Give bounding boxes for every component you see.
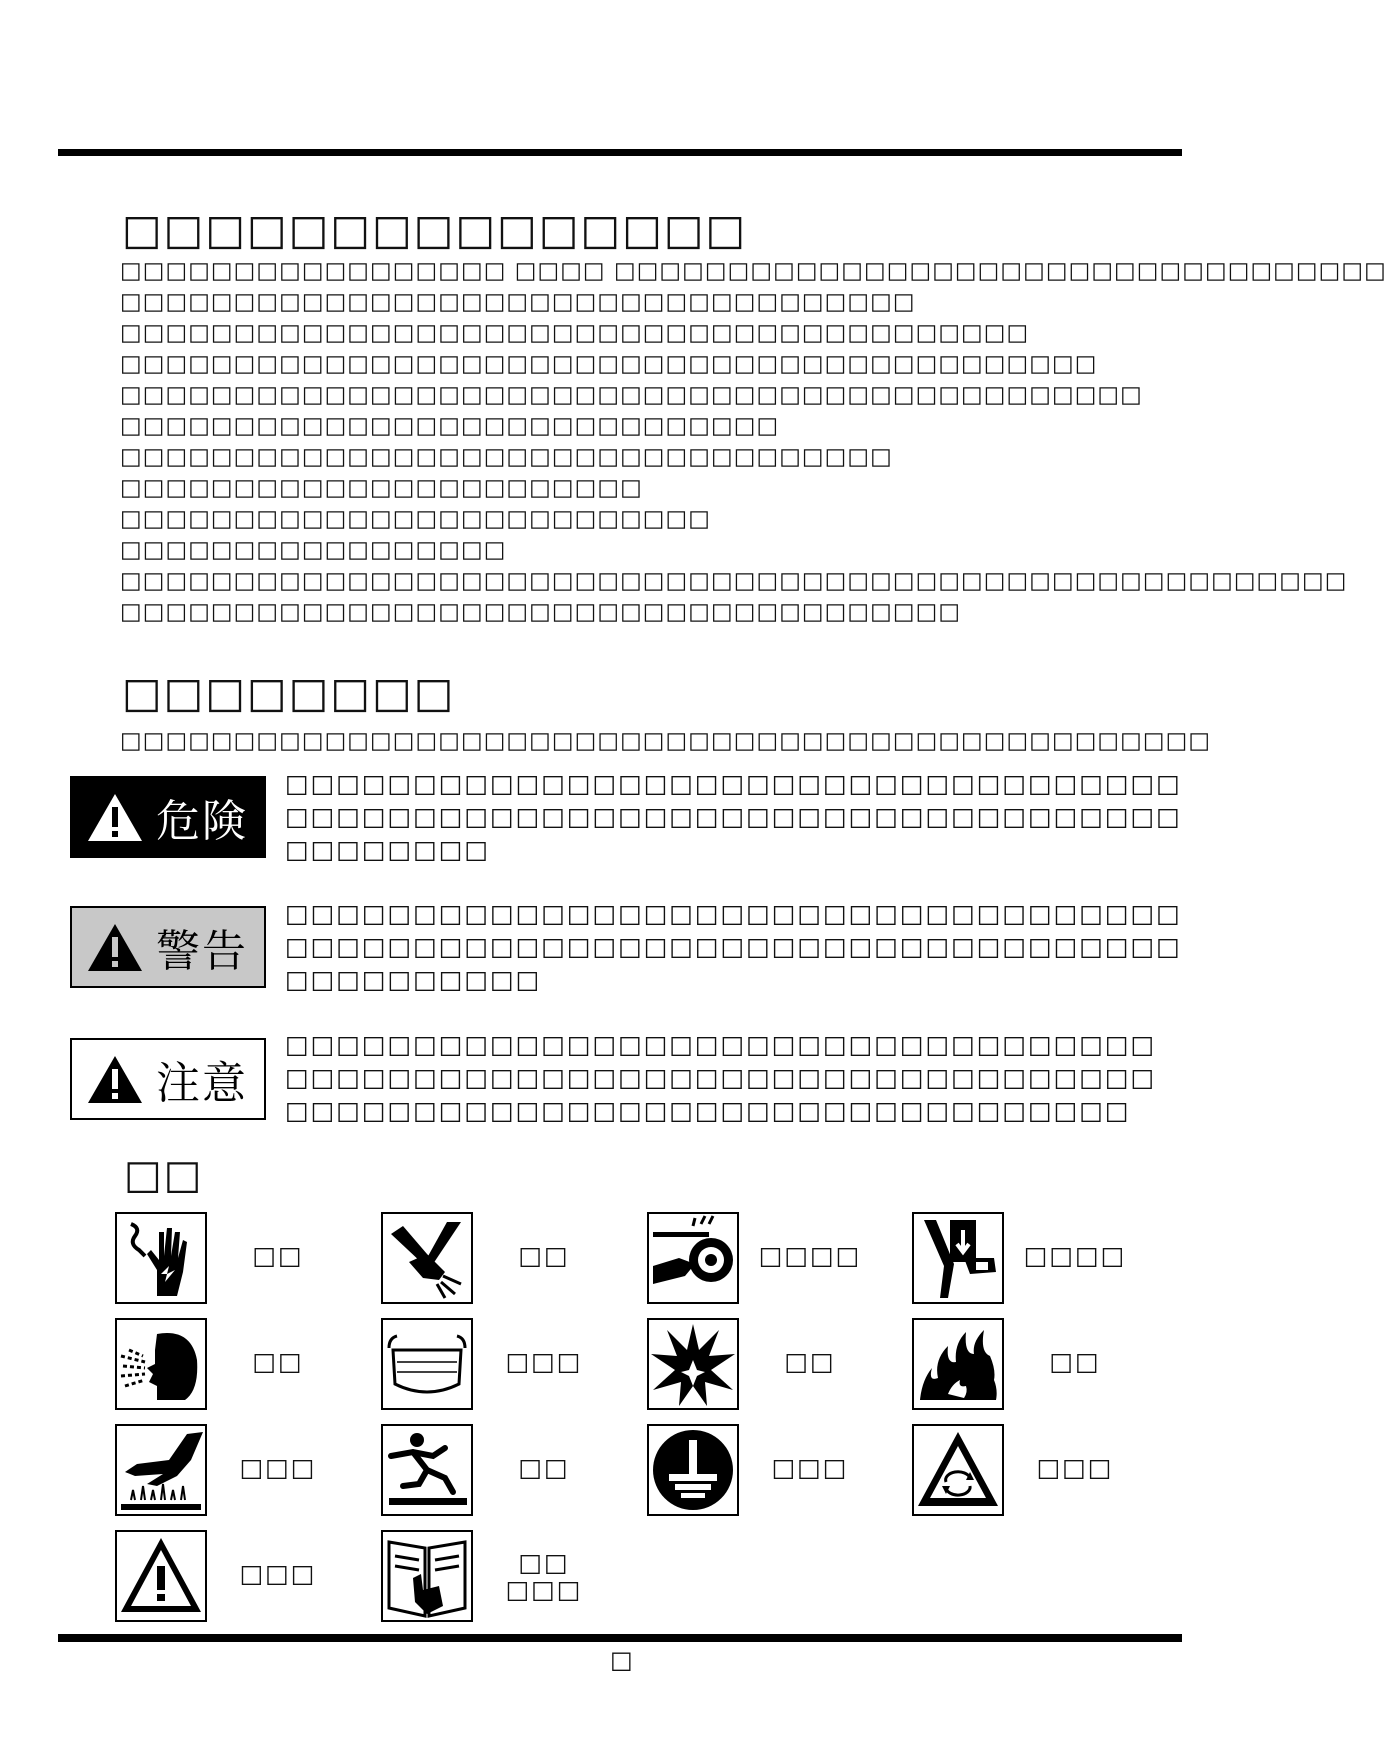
top-rule	[58, 149, 1182, 156]
caution-signal-panel	[70, 1038, 266, 1120]
warning-line: □□□□□□□□□□	[285, 965, 542, 994]
caution-line: □□□□□□□□□□□□□□□□□□□□□□□□□□□□□□□□□	[285, 1096, 1131, 1125]
symbol-label: □□□	[239, 1559, 317, 1588]
symbol-label: □□□	[239, 1453, 317, 1482]
danger-signal-panel	[70, 776, 266, 858]
caution-description	[285, 1028, 1157, 1127]
symbol-label: □□□□	[758, 1241, 862, 1270]
danger-line: □□□□□□□□□□□□□□□□□□□□□□□□□□□□□□□□□□□	[285, 802, 1182, 831]
intro-line: □□□□□□□□□□□□□□□□□□□□□□□	[120, 475, 643, 501]
intro-line: □□□□□□□□□□□□□□□□□□□□□□□□□□□□□□□□□□□□□□□□□□□	[120, 351, 1098, 377]
ground-icon	[647, 1424, 739, 1516]
danger-line: □□□□□□□□	[285, 835, 490, 864]
warning-signal-panel	[70, 906, 266, 988]
symbol-label: □□	[518, 1548, 570, 1577]
symbol-label: □□	[518, 1453, 570, 1482]
intro-line: □□□□□□□□□□□□□□□□□□□□□□□□□□□□□	[120, 413, 780, 439]
symbol-label-line2: □□□	[505, 1575, 583, 1604]
crush-hazard-icon	[912, 1212, 1004, 1304]
caution-line: □□□□□□□□□□□□□□□□□□□□□□□□□□□□□□□□□□	[285, 1030, 1157, 1059]
symbol-label: □□	[252, 1241, 304, 1270]
electric-shock-icon	[115, 1212, 207, 1304]
bottom-rule	[58, 1634, 1182, 1642]
warning-description	[285, 897, 1182, 996]
section-title-1: □□□□□□□□□□□□□□□	[122, 205, 748, 254]
intro-line: □□□□□□□□□□□□□□□□□□□□□□□□□□	[120, 506, 712, 532]
warning-triangle-icon	[86, 1053, 144, 1105]
symbol-label: □□	[784, 1347, 836, 1376]
inhalation-icon	[115, 1318, 207, 1410]
intro-line: □□□□□□□□□□□□□□□□□	[120, 537, 507, 563]
caution-signal-word: 注意	[156, 1058, 248, 1109]
signal-lead-text: □□□□□□□□□□□□□□□□□□□□□□□□□□□□□□□□□□□□□□□□□□□□□□□□	[120, 728, 1212, 754]
general-warning-icon	[115, 1530, 207, 1622]
symbol-label: □□□	[1036, 1453, 1114, 1482]
hot-surface-icon	[115, 1424, 207, 1516]
intro-line: □□□□□□□□□□□□□□□□□□□□□□□□□□□□□□□□□□□□□□□□	[120, 320, 1030, 346]
rotation-hazard-icon	[912, 1424, 1004, 1516]
warning-triangle-icon	[86, 921, 144, 973]
warning-line: □□□□□□□□□□□□□□□□□□□□□□□□□□□□□□□□□□□	[285, 932, 1182, 961]
intro-line: □□□□□□□□□□□□□□□□□□□□□□□□□□□□□□□□□□□□□	[120, 599, 962, 625]
warning-line: □□□□□□□□□□□□□□□□□□□□□□□□□□□□□□□□□□□	[285, 899, 1182, 928]
symbol-label: □□□	[505, 1347, 583, 1376]
symbol-label: □□□□	[1023, 1241, 1127, 1270]
page-number: □	[610, 1646, 633, 1674]
symbol-label: □□	[252, 1347, 304, 1376]
intro-paragraph	[120, 256, 1387, 628]
intro-line: □□□□□□□□□□□□□□□□□□□□□□□□□□□□□□□□□□□□□□□□□□□□□□□□□□□□□□	[120, 568, 1348, 594]
warning-triangle-icon	[86, 791, 144, 843]
intro-line: □□□□□□□□□□□□□□□□□ □□□□ □□□□□□□□□□□□□□□□□□□□□□□□□□□□□□□□□□	[120, 258, 1387, 284]
cut-hazard-icon	[381, 1212, 473, 1304]
warning-signal-word: 警告	[156, 926, 248, 977]
danger-signal-word: 危険	[156, 796, 248, 847]
intro-line: □□□□□□□□□□□□□□□□□□□□□□□□□□□□□□□□□□□□□□□□□□□□□	[120, 382, 1143, 408]
danger-line: □□□□□□□□□□□□□□□□□□□□□□□□□□□□□□□□□□□	[285, 769, 1182, 798]
dust-mask-icon	[381, 1318, 473, 1410]
slip-hazard-icon	[381, 1424, 473, 1516]
symbol-label: □□	[1049, 1347, 1101, 1376]
read-manual-icon	[381, 1530, 473, 1622]
section-title-2: □□□□□□□□	[122, 668, 456, 717]
fire-icon	[912, 1318, 1004, 1410]
intro-line: □□□□□□□□□□□□□□□□□□□□□□□□□□□□□□□□□□	[120, 444, 893, 470]
explosion-icon	[647, 1318, 739, 1410]
symbol-label: □□	[518, 1241, 570, 1270]
section-title-3: □□	[124, 1152, 204, 1198]
entanglement-icon	[647, 1212, 739, 1304]
caution-line: □□□□□□□□□□□□□□□□□□□□□□□□□□□□□□□□□□	[285, 1063, 1157, 1092]
symbol-label: □□□	[771, 1453, 849, 1482]
intro-line: □□□□□□□□□□□□□□□□□□□□□□□□□□□□□□□□□□□	[120, 289, 916, 315]
danger-description	[285, 767, 1182, 866]
